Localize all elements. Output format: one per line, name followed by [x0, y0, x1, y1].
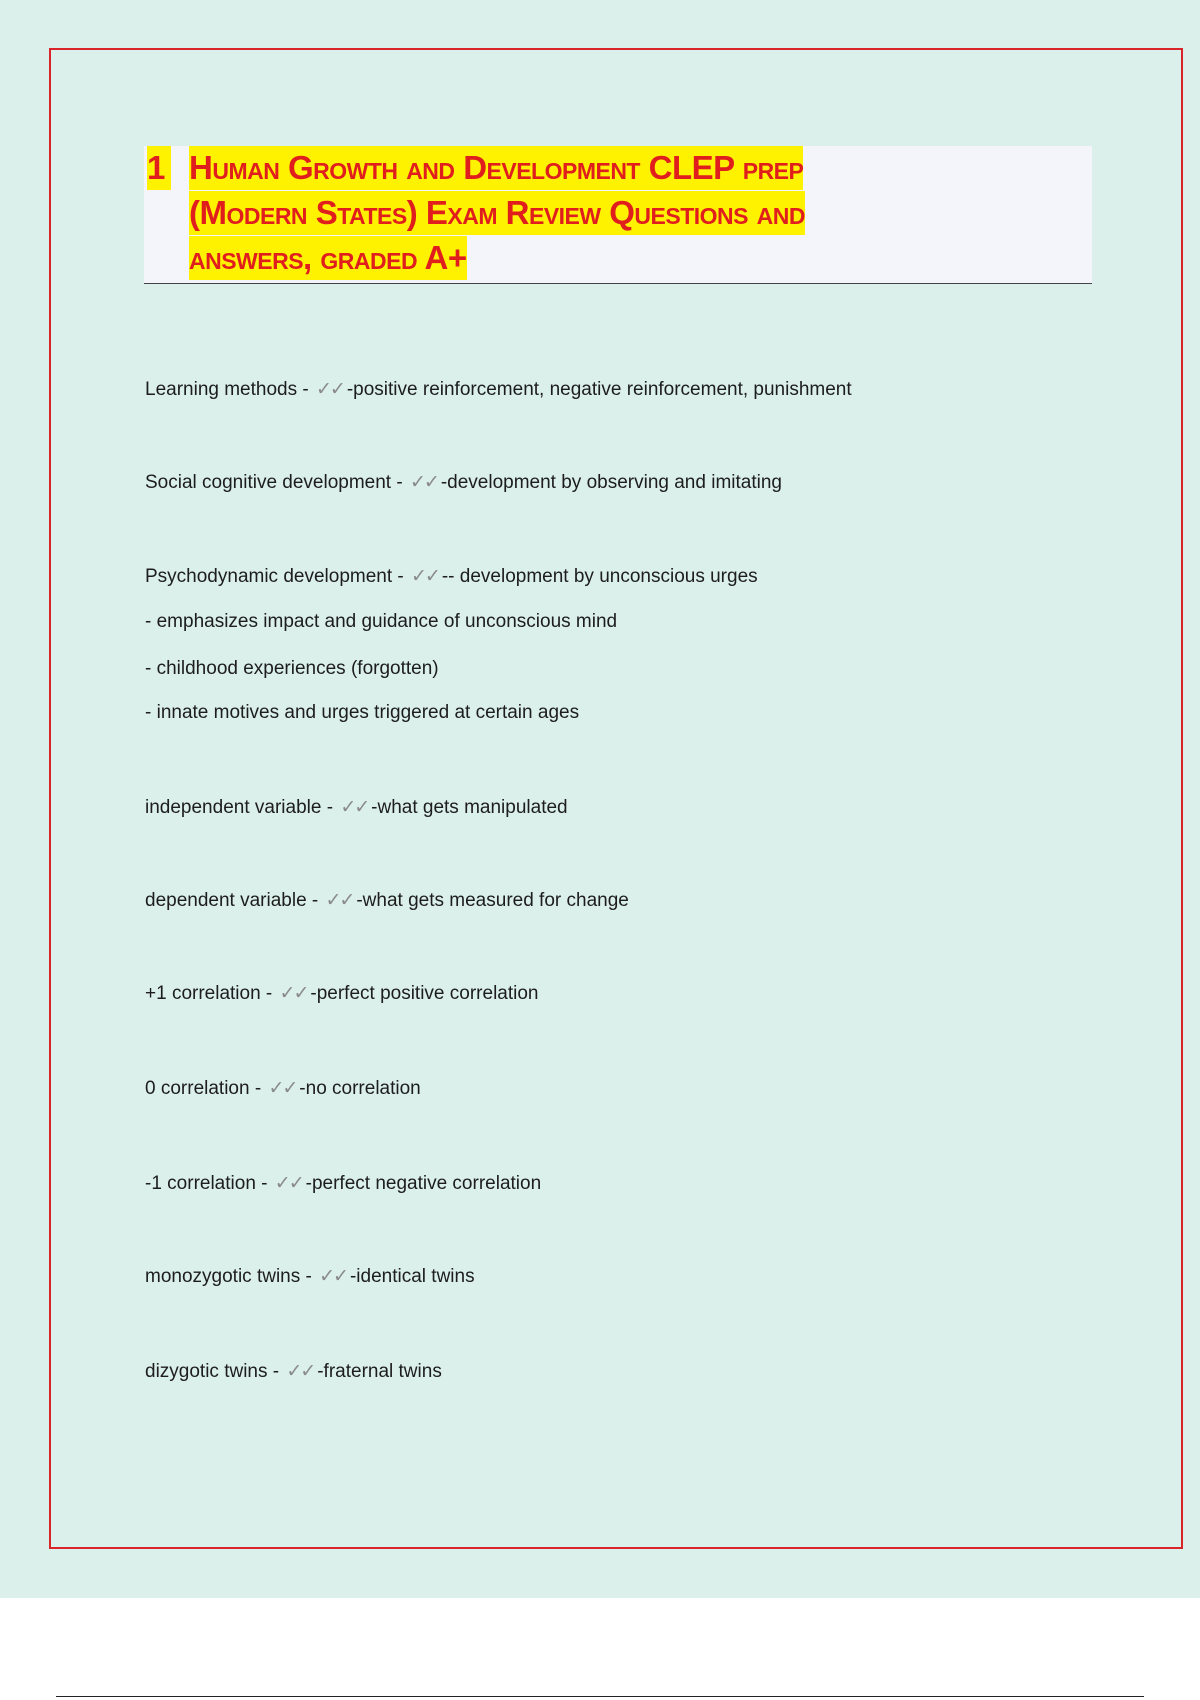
answer: -perfect negative correlation: [305, 1173, 542, 1194]
term: 0 correlation -: [145, 1078, 267, 1099]
qa-bullet-line: - innate motives and urges triggered at certain ages: [145, 702, 580, 723]
qa-entry-minus-one-correlation: [145, 1171, 541, 1197]
double-check-icon: ✓✓: [279, 983, 308, 1004]
answer: -what gets manipulated: [371, 797, 568, 818]
qa-entry-dizygotic-twins: [145, 1359, 442, 1385]
qa-bullet-line: - emphasizes impact and guidance of unconscious mind: [145, 611, 618, 632]
double-check-icon: ✓✓: [316, 379, 344, 400]
title-line-1: Human Growth and Development CLEP prep: [189, 146, 803, 190]
footer-divider: [56, 1696, 1144, 1697]
document-title: [189, 146, 1089, 281]
double-check-icon: ✓✓: [286, 1361, 315, 1382]
qa-entry-social-cognitive: [145, 470, 782, 496]
answer: -development by observing and imitating: [440, 472, 782, 493]
answer: -positive reinforcement, negative reinforcement, punishment: [346, 379, 852, 400]
qa-entry-psychodynamic: [145, 564, 758, 590]
answer: -perfect positive correlation: [310, 983, 539, 1004]
double-check-icon: ✓✓: [268, 1078, 297, 1099]
qa-entry-zero-correlation: [145, 1076, 421, 1102]
qa-entry-learning-methods: [145, 377, 852, 403]
term: Learning methods -: [145, 379, 314, 400]
qa-entry-dependent-variable: [145, 888, 629, 914]
double-check-icon: ✓✓: [319, 1266, 347, 1287]
term: Psychodynamic development -: [145, 566, 410, 587]
term: dependent variable -: [145, 890, 324, 911]
answer: -fraternal twins: [317, 1361, 442, 1382]
qa-entry-monozygotic-twins: [145, 1264, 475, 1290]
answer: -identical twins: [349, 1266, 475, 1287]
term: -1 correlation -: [145, 1173, 273, 1194]
term: independent variable -: [145, 797, 339, 818]
term: +1 correlation -: [145, 983, 278, 1004]
qa-entry-independent-variable: [145, 795, 568, 821]
double-check-icon: ✓✓: [411, 566, 439, 587]
qa-entry-plus-one-correlation: [145, 981, 539, 1007]
title-line-3: answers, graded A+: [189, 236, 467, 280]
term: monozygotic twins -: [145, 1266, 318, 1287]
term: dizygotic twins -: [145, 1361, 285, 1382]
answer: -no correlation: [299, 1078, 421, 1099]
term: Social cognitive development -: [145, 472, 408, 493]
double-check-icon: ✓✓: [409, 472, 438, 493]
qa-bullet-line: - childhood experiences (forgotten): [145, 658, 439, 679]
title-line-2: (Modern States) Exam Review Questions and: [189, 191, 805, 235]
answer: -- development by unconscious urges: [441, 566, 758, 587]
answer: -what gets measured for change: [356, 890, 629, 911]
double-check-icon: ✓✓: [340, 797, 369, 818]
heading-number: 1: [147, 146, 171, 190]
double-check-icon: ✓✓: [325, 890, 354, 911]
double-check-icon: ✓✓: [274, 1173, 303, 1194]
